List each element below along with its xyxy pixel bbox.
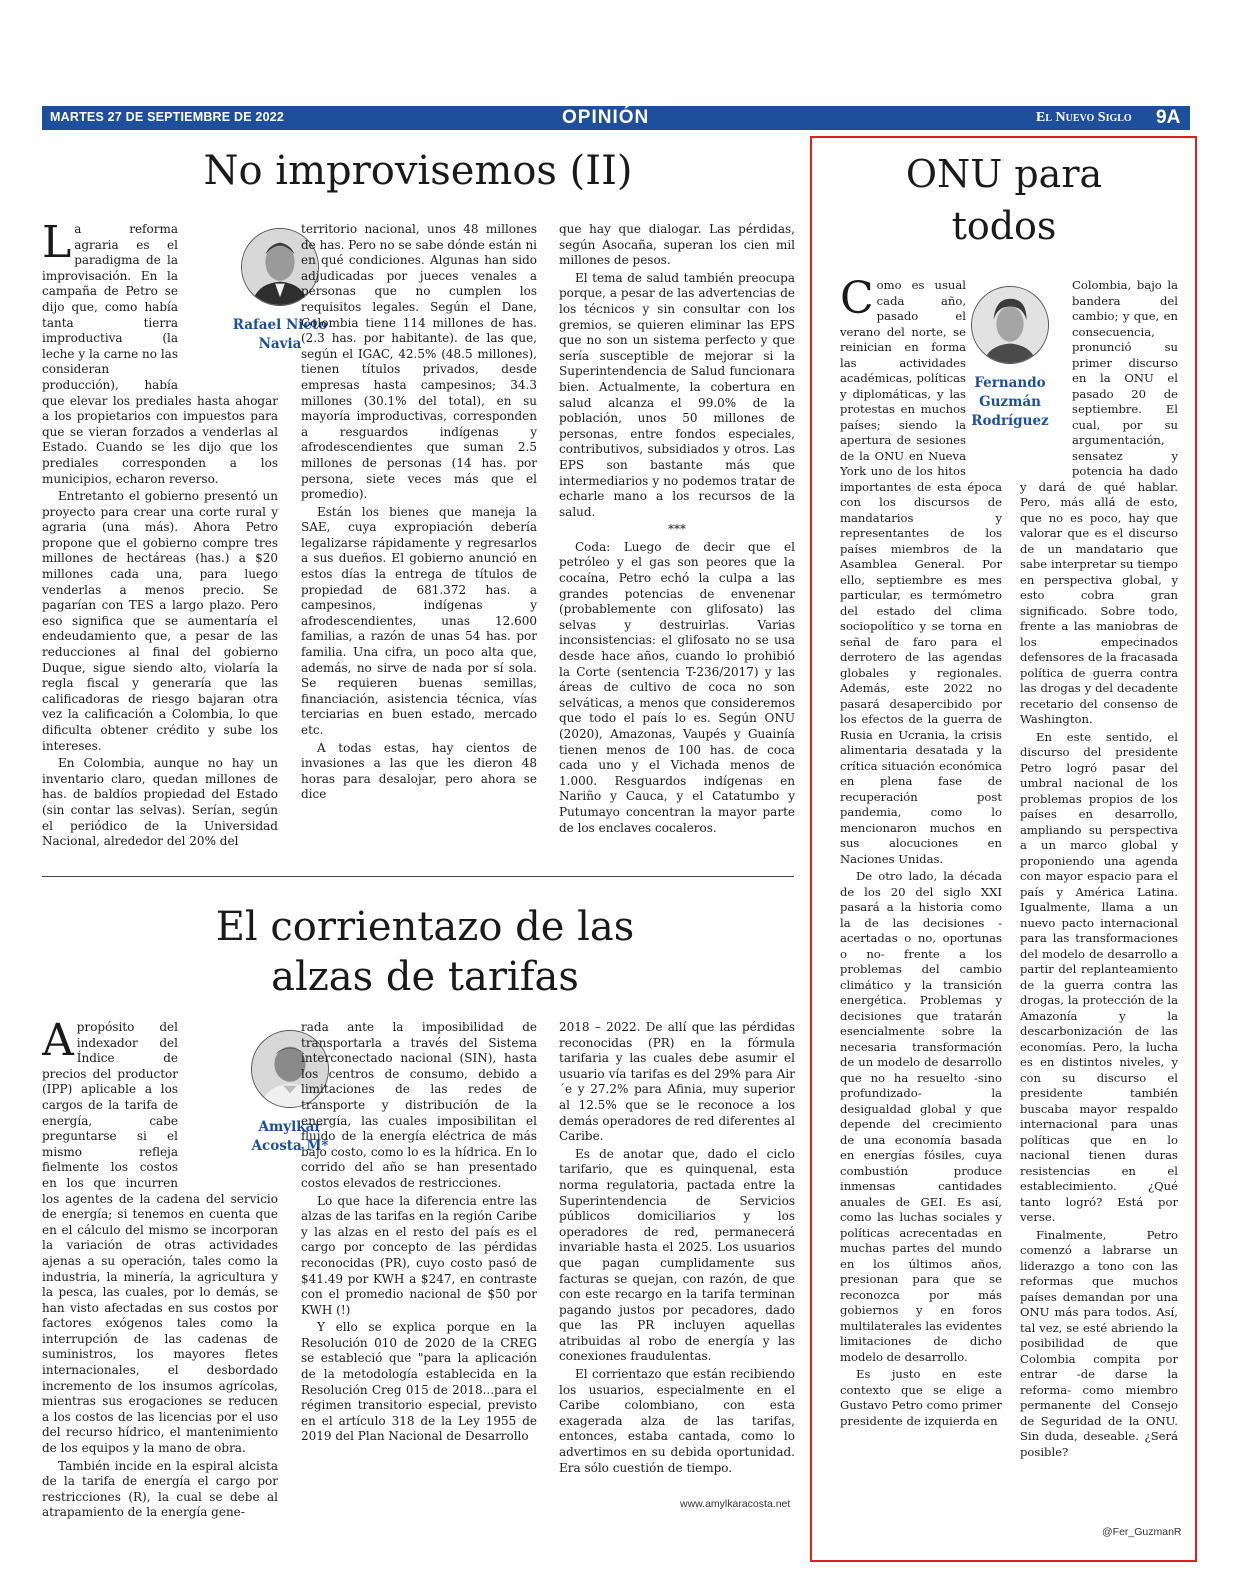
- article3-title-line1: ONU para: [905, 152, 1103, 196]
- author-twitter-handle[interactable]: @Fer_GuzmanR: [1102, 1526, 1182, 1538]
- article3-paragraph: En este sentido, el discurso del presidente Petro logró pasar del umbral nacional de los problemas propios de los países en desarrollo, ampliando su perspectiva a un marco global y proponiendo una agenda con mayor espacio para el país y América Latina. Igualmente, llama a un nuevo pacto internacional para las transformaciones del modelo de desarrollo a partir del replanteamiento de la guerra contra las drogas, la protección de la Amazonía y la descarbonización de las economías. Pero, la lucha es en distintos niveles, y con su discurso el presidente también buscaba mayor respaldo internacional para unas políticas que en lo nacional tienen duras resistencias en el establecimiento. ¿Qué tanto logró? Está por verse.: [1020, 729, 1178, 1224]
- article1-paragraph: La reforma agraria es el paradigma de la improvisación. En la campaña de Petro se dijo que, como había tanta tierra improductiva (la leche y la carne no las consideran producción), había que elevar los prediales hasta ahogar a los propietarios con impuestos para que se vieran forzados a venderlas al Estado. Cuando se les dijo que los prediales corresponden a los municipios, echaron reverso.: [42, 222, 278, 486]
- page-header: [42, 106, 1190, 130]
- article1-paragraph: El tema de salud también preocupa porque, a pesar de las advertencias de los técnicos y sin consultar con los gremios, se quieren eliminar las EPS que no son un sistema perfecto y que sería susceptible de mejorar si la Superintendencia de Salud funcionara bien. Actualmente, la cobertura en salud alcanza el 99.0% de la población, unos 50 millones de personas, entre fondos especiales, contributivos, subsidiados y otros. Las EPS son bastante más que intermediarios y no podemos tratar de echarle mano a los recursos de la salud.: [559, 270, 795, 519]
- article1-paragraph: En Colombia, aunque no hay un inventario claro, quedan millones de has. de baldíos propiedad del Estado (sin contar las selvas). Serían, según el periódico de la Universidad Nacional, alrededor del 20% del: [42, 756, 278, 849]
- article1-paragraph: A todas estas, hay cientos de invasiones a las que les dieron 48 horas para desalojar, pero ahora se dice: [301, 740, 537, 802]
- article1-title: No improvisemos (II): [203, 148, 633, 194]
- article1-column-2: [301, 222, 537, 862]
- article2-paragraph: rada ante la imposibilidad de transportarla a través del Sistema interconectado nacional (SIN), hasta los centros de consumo, debido a limitaciones de las redes de transporte y distribución de la energía, las cuales imposibilitan el fluido de la energía eléctrica de más bajo costo, como lo es la hídrica. En lo corrido del año se han presentado costos elevados de restricciones.: [301, 1020, 537, 1190]
- newspaper-name: El Nuevo Siglo: [1036, 110, 1132, 125]
- article2-paragraph: Y ello se explica porque en la Resolución 010 de 2020 de la CREG se estableció que "para la aplicación de la metodología establecida en la Resolución Creg 015 de 2018...para el régimen transitorio especial, previsto en el artículo 318 de la Ley 1955 de 2019 del Plan Nacional de Desarrollo: [301, 1320, 537, 1444]
- separator-asterisks: ***: [668, 522, 686, 537]
- article3-paragraph: Finalmente, Petro comenzó a labrarse un liderazgo a tono con las reformas que muchos países demandan por una ONU más para todos. Así, tal vez, se esté abriendo la posibilidad de que Colombia compita por entrar -de darse la reforma- como miembro permanente del Consejo de Seguridad de la ONU. Sin duda, deseable. ¿Será posible?: [1020, 1227, 1178, 1459]
- article2-paragraph: Apropósito del indexador del Índice de precios del productor (IPP) aplicable a los cargos de la tarifa de energía, cabe preguntarse si el mismo refleja fielmente los costos en los que incurren los agentes de la cadena del servicio de energía; si tenemos en cuenta que en el cálculo del mismo se incorporan la variación de otras actividades ajenas a su operación, tales como la industria, la minería, la agricultura y la pesca, las cuales, por lo demás, se han visto afectadas en sus costos por factores exógenos tales como la interrupción de las cadenas de suministros, los mayores fletes internacionales, el desbordado incremento de los insumos agrícolas, mientras sus erogaciones se reducen a los costos de las licencias por el uso del recurso hídrico, el mantenimiento de los equipos y la mano de obra.: [42, 1020, 278, 1456]
- article1-paragraph: territorio nacional, unos 48 millones de has. Pero no se sabe dónde están ni en qué condiciones. Algunas han sido adjudicadas por jueces venales a personas que no cumplen los requisitos legales. Según el Dane, Colombia tiene 114 millones de has. (2.3 has. por habitante). de las que, según el IGAC, 42.5% (48.5 millones), tienen títulos privados, desde empresas hasta campesinos; 34.3 millones (30.1% del total), en su mayoría improductivas, corresponden a resguardos indígenas y afrodescendientes que suman 2.5 millones de personas (14 has. por persona, siete veces más que el promedio).: [301, 222, 537, 502]
- article1-column-3: [559, 222, 795, 862]
- issue-date: MARTES 27 DE SEPTIEMBRE DE 2022: [50, 110, 285, 124]
- article2-paragraph: Es de anotar que, dado el ciclo tarifario, que es quinquenal, esta norma regulatoria, pactada entre la Superintendencia de Servicios públicos domiciliarios y los operadores de red, permanecerá invariable hasta el 2025. Los usuarios que pagan cumplidamente sus facturas se quejan, con razón, de que con este recargo en la tarifa terminan pagando justos por pecadores, dado que las PR incluyen aquellas atribuidas al robo de energía y las conexiones fraudulentas.: [559, 1146, 795, 1364]
- article1-paragraph: Están los bienes que maneja la SAE, cuya expropiación debería legalizarse rápidamente y regresarlos a sus dueños. El gobierno anunció en estos días la entrega de títulos de propiedad de 681.372 has. a campesinos, indígenas y afrodescendientes, unas 12.600 familias, a razón de unas 54 has. por familia. Una cifra, un poco alta que, además, no sirve de nada por sí sola. Se requieren buenas semillas, financiación, asistencia técnica, vías terciarias en buen estado, mercado etc.: [301, 504, 537, 737]
- article2-paragraph: 2018 – 2022. De allí que las pérdidas reconocidas (PR) en la fórmula tarifaria y las cuales debe asumir el usuario vía tarifas es del 29% para Air´e y 27.2% para Afinia, muy superior al 12.5% que se le reconoce a los demás operadores de red diferentes al Caribe.: [559, 1020, 795, 1144]
- article3-paragraph: Colombia, bajo la bandera del cambio; y que, en consecuencia, pronunció su primer discurso en la ONU el pasado 20 de septiembre. El cual, por su argumentación, sensatez y potencia ha dado y dará de qué hablar. Pero, más allá de esto, que no es poco, hay que valorar que es el discurso de un mandatario que sabe interpretar su tiempo en perspectiva global, y esto cobra gran significado. Sobre todo, frente a las maniobras de los empecinados defensores de la fracasada política de guerra contra las drogas y del decadente recetario del consenso de Washington.: [1020, 278, 1178, 726]
- article3-title-line2: todos: [951, 204, 1057, 248]
- article1-paragraph: que hay que dialogar. Las pérdidas, según Asocaña, superan los cien mil millones de pesos.: [559, 222, 795, 268]
- article2-paragraph: El corrientazo que están recibiendo los usuarios, especialmente en el Caribe colombiano, con esta exagerada alza de las tarifas, entonces, estaba cantada, como lo advertimos en su debida oportunidad. Era sólo cuestión de tiempo.: [559, 1367, 795, 1475]
- section-title: OPINIÓN: [562, 107, 650, 128]
- author-website-link[interactable]: www.amylkaracosta.net: [680, 1498, 791, 1510]
- article3-column-1: [840, 278, 1002, 1538]
- article3-paragraph: De otro lado, la década de los 20 del siglo XXI pasará a la historia como la de las decisiones -acertadas o no, oportunas o no- frente a los problemas del cambio climático y la transición energética. Problemas y decisiones que tratarán esencialmente sobre la necesaria transformación de un modelo de desarrollo que no ha resuelto -sino profundizado- la desigualdad global y que depende del crecimiento de una economía basada en energías fósiles, cuya combustión produce inmensas cantidades anuales de GEI. Es así, como las luchas sociales y políticas acrecentadas en muchas partes del mundo en los últimos años, presionan para que se reconozca por más gobiernos y en foros multilaterales las evidentes limitaciones de dicho modelo de desarrollo.: [840, 869, 1002, 1364]
- article1-paragraph: Entretanto el gobierno presentó un proyecto para crear una corte rural y agraria (una más). Ahora Petro propone que el gobierno compre tres millones de hectáreas (has.) a $20 millones cada una, para luego venderlas a menos precio. Se pagarían con TES a largo plazo. Pero eso significa que se aumentaría el endeudamiento que, a pesar de las reducciones al final del gobierno Duque, sigue siendo alto, violaría la regla fiscal y generaría que las calificadoras de riesgo bajaran otra vez la calificación a Colombia, lo que dificulta obtener crédito y sube los intereses.: [42, 489, 278, 753]
- dropcap: L: [42, 222, 72, 268]
- article3-column-2: [1020, 278, 1178, 1488]
- dropcap: A: [42, 1020, 74, 1066]
- article2-column-3: [559, 1020, 795, 1490]
- article2-paragraph: También incide en la espiral alcista de la tarifa de energía el cargo por restricciones (R), la cual se debe al atrapamiento de la energía gene-: [42, 1458, 278, 1520]
- article-divider: [42, 876, 794, 877]
- article2-title: El corrientazo de las alzas de tarifas: [215, 904, 635, 1000]
- author-name: Amylkar Acosta M*: [251, 1119, 329, 1154]
- article2-paragraph: Lo que hace la diferencia entre las alzas de las tarifas en la región Caribe y las alzas en el resto del país es el cargo por concepto de las pérdidas reconocidas (PR), cuyo costo pasó de $41.49 por KWH a $247, en contraste con el promedio nacional de $50 por KWH (!): [301, 1193, 537, 1317]
- dropcap: C: [840, 278, 874, 324]
- article3-paragraph: Es justo en este contexto que se elige a Gustavo Petro como primer presidente de izquierda en: [840, 1367, 1002, 1428]
- article1-paragraph: Coda: Luego de decir que el petróleo y el gas son peores que la cocaína, Petro echó la culpa a las grandes potencias de envenenar (probablemente con glifosato) las selvas y destruirlas. Varias inconsistencias: el glifosato no se usa desde hace años, cuando lo prohibió la Corte (sentencia T-236/2017) y las áreas de cultivo de coca no son selváticas, a menos que consideremos que todo el país lo es. Según ONU (2020), Amazonas, Vaupés y Guainía tienen menos de 100 has. de coca cada uno y el Vichada menos de 1.000. Resguardos indígenas en Nariño y Cauca, y el Catatumbo y Putumayo concentran la mayor parte de los enclaves cocaleros.: [559, 539, 795, 835]
- article2-column-2: [301, 1020, 537, 1540]
- author-name: Fernando Guzmán Rodríguez: [971, 375, 1049, 429]
- author-photo-spacer: [1020, 278, 1072, 466]
- article3-title: [822, 148, 1186, 252]
- article3-paragraph: Como es usual cada año, pasado el verano del norte, se reinician en forma las actividades académicas, políticas y diplomáticas, y las protestas en muchos países; siendo la apertura de sesiones de la ONU en Nueva York uno de los hitos importantes de esta época con los discursos de mandatarios y representantes de los países miembros de la Asamblea General. Por ello, septiembre es mes particular, es termómetro del estado del clima sociopolítico y se torna en señal de faro para el derrotero de las agendas globales y regionales. Además, este 2022 no pasará desapercibido por los efectos de la guerra de Rusia en Ucrania, la crisis alimentaria desatada y la crítica situación económica en plena fase de recuperación post pandemia, como lo mencionaron muchos en sus alocuciones en Naciones Unidas.: [840, 278, 1002, 866]
- author-name: Rafael Nieto Navia: [232, 317, 328, 352]
- page-number: 9A: [1156, 107, 1181, 128]
